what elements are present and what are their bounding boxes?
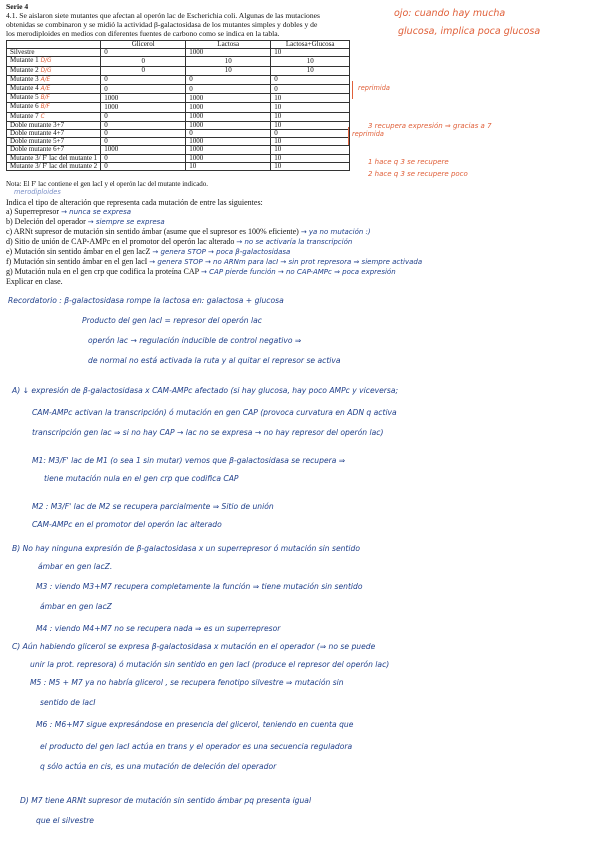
table-cell: 1000: [186, 154, 271, 162]
table-cell: 0: [101, 162, 186, 170]
handwritten-note-line: ámbar en gen lacZ: [40, 602, 112, 611]
table-header: Glicerol: [101, 41, 186, 49]
handwritten-note-line: M5 : M5 + M7 ya no habría glicerol , se recupera fenotipo silvestre ⇒ mutación sin: [30, 678, 344, 687]
handwritten-note-line: M1: M3/F' lac de M1 (o sea 1 sin mutar) vemos que β-galactosidasa se recupera ⇒: [32, 456, 346, 465]
handwritten-note-line: M2 : M3/F' lac de M2 se recupera parcialmente ⇒ Sitio de unión: [32, 502, 274, 511]
table-row: [7, 94, 350, 103]
table-row: [7, 49, 350, 57]
table-cell: 1000: [186, 121, 271, 129]
question-item: [6, 268, 396, 277]
question-item-text: a) Superrepresor: [6, 207, 60, 216]
handwritten-note-line: transcripción gen lac ⇒ si no hay CAP → lac no se expresa → no hay represor del operón lac): [32, 428, 384, 437]
table-cell: 0: [101, 57, 186, 66]
handwritten-note-line: sentido de lacI: [40, 698, 96, 707]
table-cell: 0: [101, 154, 186, 162]
handwritten-note-line: M4 : viendo M4+M7 no se recupera nada ⇒ es un superrepresor: [36, 624, 281, 633]
table-cell: 1000: [186, 112, 271, 121]
table-cell: 0: [101, 112, 186, 121]
question-item: [6, 238, 352, 247]
table-cell: 10: [271, 146, 350, 154]
row-label: Doble mutante 3+7: [10, 120, 65, 129]
table-cell: 10: [271, 112, 350, 121]
handwritten-note-line: M6 : M6+M7 sigue expresándose en presencia del glicerol, teniendo en cuenta que: [36, 720, 354, 729]
row-label: Mutante 6: [10, 102, 39, 111]
row-annotation: C: [40, 113, 45, 120]
row-annotation: B/F: [40, 95, 50, 102]
question-item: [6, 248, 290, 257]
table-cell: 10: [271, 154, 350, 162]
handwritten-note-line: Recordatorio : β-galactosidasa rompe la lactosa en: galactosa + glucosa: [8, 296, 284, 305]
table-cell: 1000: [186, 138, 271, 146]
table-cell: 1000: [186, 103, 271, 112]
table-cell: 0: [101, 66, 186, 75]
question-item-text: c) ARNt supresor de mutación sin sentido ámbar (asume que el supresor es 100% eficiente): [6, 227, 299, 236]
handwritten-note-line: M3 : viendo M3+M7 recupera completamente la función ⇒ tiene mutación sin sentido: [36, 582, 363, 591]
question-item-answer: → ya no mutación :): [300, 228, 371, 236]
question-item: [6, 208, 131, 217]
table-note: Nota: El F' lac contiene el gen lacI y el operón lac del mutante indicado.: [6, 180, 209, 188]
table-header-row: [7, 41, 350, 49]
table-cell: 0: [186, 130, 271, 138]
table-cell: 0: [101, 49, 186, 57]
handwritten-note-line: D) M7 tiene ARNt supresor de mutación sin sentido ámbar pq presenta igual: [20, 796, 312, 805]
table-cell: 1000: [101, 103, 186, 112]
problem-line-3: los merodiploides en medios con diferentes fuentes de carbono como se indica en la tabla.: [6, 29, 280, 38]
table-cell: 0: [101, 138, 186, 146]
row-annotation: A/E: [40, 86, 51, 93]
table-cell: 10: [271, 66, 350, 75]
serie-title: Serie 4: [6, 2, 29, 11]
table-header: Lactosa+Glucosa: [271, 41, 350, 49]
data-table: [6, 40, 350, 171]
handwritten-note-line: C) Aún habiendo glicerol se expresa β-galactosidasa x mutación en el operador (⇒ no se puede: [12, 642, 376, 651]
table-header: Lactosa: [186, 41, 271, 49]
question-item-text: d) Sitio de unión de CAP-AMPc en el promotor del operón lac alterado: [6, 237, 235, 246]
table-cell: 10: [271, 49, 350, 57]
row-label: Mutante 3/ F' lac del mutante 2: [10, 161, 98, 170]
table-cell: 0: [271, 130, 350, 138]
handwritten-note-line: unir la prot. represora) ó mutación sin sentido en gen lacI (produce el represor del operón lac): [30, 660, 390, 669]
annotation-reprimida-1: reprimida: [358, 84, 390, 92]
row-label: Doble mutante 6+7: [10, 145, 65, 154]
row-label: Doble mutante 4+7: [10, 129, 65, 138]
table-cell: 10: [186, 66, 271, 75]
question-item-answer: → genera STOP → poca β-galactosidasa: [152, 248, 291, 256]
handwritten-note-line: Producto del gen lacI = represor del operón lac: [82, 316, 262, 325]
row-label: Silvestre: [10, 48, 35, 57]
table-cell: 1000: [101, 146, 186, 154]
table-cell-label: [7, 162, 101, 170]
table-cell: 1000: [186, 146, 271, 154]
table-cell: 10: [271, 138, 350, 146]
table-row: [7, 162, 350, 170]
table-cell: 10: [271, 94, 350, 103]
table-cell: 10: [271, 162, 350, 170]
row-label: Mutante 7: [10, 111, 39, 120]
row-label: Mutante 5: [10, 93, 39, 102]
annotation-recupera: 3 recupera expresión ⇒ gracias a 7: [368, 122, 492, 130]
question-item-answer: → nunca se expresa: [61, 208, 132, 216]
row-annotation: A/E: [40, 76, 51, 83]
row-label: Mutante 3: [10, 74, 39, 83]
question-item: [6, 218, 165, 227]
handwritten-note-line: B) No hay ninguna expresión de β-galactosidasa x un superrepresor ó mutación sin sentido: [12, 544, 360, 553]
question-item-text: g) Mutación nula en el gen crp que codifica la proteína CAP: [6, 267, 200, 276]
table-cell: 0: [186, 75, 271, 84]
table-cell: 0: [101, 75, 186, 84]
question-item-answer: → siempre se expresa: [87, 218, 165, 226]
note-top-2: glucosa, implica poca glucosa: [398, 26, 541, 37]
question-item-text: e) Mutación sin sentido ámbar en el gen lacZ: [6, 247, 151, 256]
question-item-answer: → genera STOP → no ARNm para lacI → sin prot represora ⇒ siempre activada: [149, 258, 423, 266]
problem-line-1: 4.1. Se aislaron siete mutantes que afectan al operón lac de Escherichia coli. Algunas de las mutaciones: [6, 11, 320, 20]
question-item-text: b) Deleción del operador: [6, 217, 86, 226]
row-label: Mutante 2: [10, 65, 39, 74]
question-item-text: f) Mutación sin sentido ámbar en el gen lacI: [6, 257, 148, 266]
row-annotation: B/F: [40, 104, 50, 111]
table-cell: 10: [186, 57, 271, 66]
handwritten-note-line: que el silvestre: [36, 816, 94, 825]
row-label: Mutante 4: [10, 84, 39, 93]
table-cell: 0: [271, 75, 350, 84]
handwritten-note-line: de normal no está activada la ruta y al quitar el represor se activa: [88, 356, 341, 365]
table-cell: 1000: [186, 94, 271, 103]
table-cell: 0: [101, 130, 186, 138]
handwritten-note-line: q sólo actúa en cis, es una mutación de deleción del operador: [40, 762, 277, 771]
table-cell: 10: [186, 162, 271, 170]
table-cell: 10: [271, 103, 350, 112]
row-label: Doble mutante 5+7: [10, 137, 65, 146]
handwritten-note-line: A) ↓ expresión de β-galactosidasa x CAM-AMPc afectado (si hay glucosa, hay poco AMPc y viceversa;: [12, 386, 399, 395]
question-item-answer: → no se activaría la transcripción: [236, 238, 353, 246]
table-cell: 0: [101, 121, 186, 129]
table-cell: 10: [271, 57, 350, 66]
annotation-reprimida-2: reprimida: [352, 130, 384, 138]
row-annotation: D/G: [40, 67, 52, 74]
annotation-hace-2: 2 hace q 3 se recupere poco: [368, 170, 468, 178]
handwritten-note-line: operón lac → regulación inducible de control negativo ⇒: [88, 336, 302, 345]
table-cell: 1000: [101, 94, 186, 103]
annotation-hace-1: 1 hace q 3 se recupere: [368, 158, 449, 166]
merodiploides-label: merodiploides: [14, 188, 61, 196]
note-top-1: ojo: cuando hay mucha: [394, 8, 506, 19]
table-cell: 0: [186, 85, 271, 94]
question-item: [6, 228, 371, 237]
table-row: [7, 103, 350, 112]
handwritten-note-line: ámbar en gen lacZ.: [38, 562, 113, 571]
table-cell: 0: [271, 85, 350, 94]
bracket: [348, 127, 349, 145]
table-cell: 10: [271, 121, 350, 129]
bracket: [352, 81, 353, 99]
problem-line-2: obtenidas se combinaron y se midió la actividad β-galactosidasa de los mutantes simples y dobles y de: [6, 20, 318, 29]
handwritten-note-line: CAM-AMPc en el promotor del operón lac alterado: [32, 520, 222, 529]
question-intro: Indica el tipo de alteración que representa cada mutación de entre las siguientes:: [6, 198, 263, 207]
table-row: [7, 75, 350, 84]
handwritten-note-line: tiene mutación nula en el gen crp que codifica CAP: [44, 474, 239, 483]
question-outro: Explicar en clase.: [6, 277, 63, 286]
table-row: [7, 85, 350, 94]
handwritten-note-line: CAM-AMPc activan la transcripción) ó mutación en gen CAP (provoca curvatura en ADN q activa: [32, 408, 397, 417]
row-annotation: D/G: [40, 58, 52, 65]
row-label: Mutante 3/ F' lac del mutante 1: [10, 153, 98, 162]
question-item-answer: → CAP pierde función → no CAP-AMPc ⇒ poca expresión: [201, 268, 396, 276]
row-label: Mutante 1: [10, 56, 39, 65]
table-row: [7, 66, 350, 75]
table-cell: 1000: [186, 49, 271, 57]
table-cell: 0: [101, 85, 186, 94]
handwritten-note-line: el producto del gen lacI actúa en trans y el operador es una secuencia reguladora: [40, 742, 353, 751]
table-row: [7, 57, 350, 66]
question-item: [6, 258, 422, 267]
